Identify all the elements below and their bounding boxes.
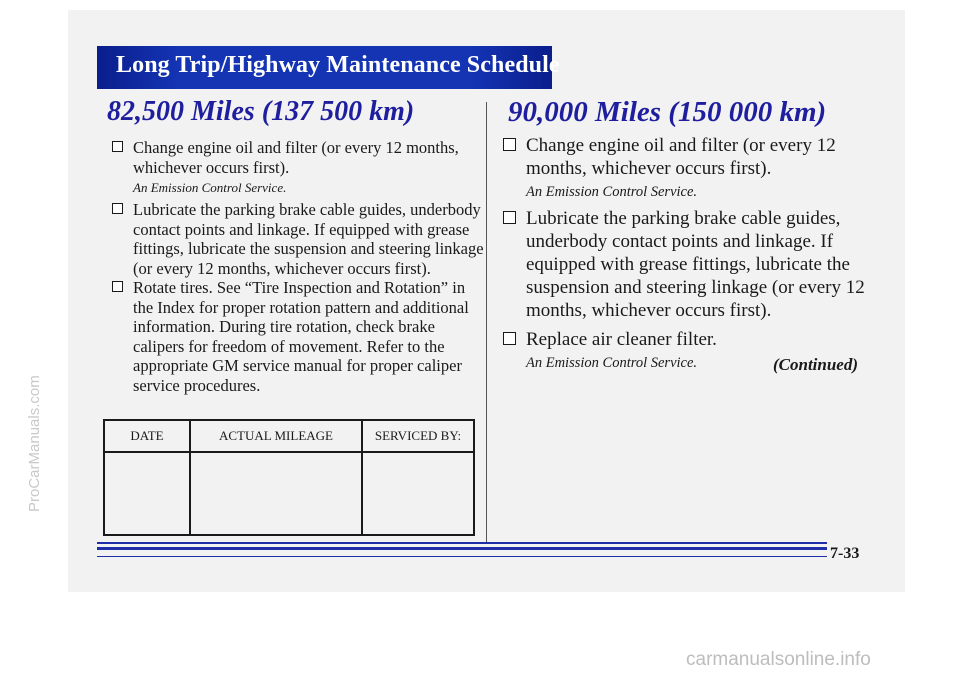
footer-rule [97, 542, 827, 544]
right-interval-heading: 90,000 Miles (150 000 km) [508, 96, 827, 128]
item-text: Change engine oil and filter (or every 12 months, whichever occurs first). [133, 138, 459, 177]
footer-rule [97, 547, 827, 550]
page-title: Long Trip/Highway Maintenance Schedule [116, 52, 560, 78]
item-text: Change engine oil and filter (or every 12 months, whichever occurs first). [526, 135, 836, 179]
date-column-header: DATE [104, 420, 190, 452]
footer-rule [97, 556, 827, 557]
mileage-entry-cell[interactable] [190, 452, 362, 535]
checkbox-icon[interactable] [503, 332, 516, 345]
bottom-watermark: carmanualsonline.info [686, 649, 871, 670]
right-checklist [503, 134, 881, 376]
checkbox-icon[interactable] [112, 203, 123, 214]
emission-note: An Emission Control Service. [526, 184, 698, 200]
checkbox-icon[interactable] [503, 211, 516, 224]
checkbox-icon[interactable] [503, 138, 516, 151]
emission-note: An Emission Control Service. [526, 355, 698, 371]
item-text: Replace air cleaner filter. [526, 329, 717, 350]
emission-note: An Emission Control Service. [133, 180, 287, 195]
item-text: Rotate tires. See “Tire Inspection and Rotation” in the Index for proper rotation pattern and additional information. During tire rotation, check brake calipers for freedom of movement. Refer to the appropriate GM service manual for proper caliper service procedures. [133, 278, 469, 395]
checklist-item [503, 328, 881, 351]
page-number: 7-33 [830, 545, 860, 562]
service-record-table [103, 419, 475, 536]
checklist-item [112, 138, 484, 177]
item-text: Lubricate the parking brake cable guides, underbody contact points and linkage. If equipped with grease fittings, lubricate the suspension and steering linkage (or every 12 months, whichever occurs first). [133, 200, 484, 278]
serviced-by-entry-cell[interactable] [362, 452, 474, 535]
side-watermark: ProCarManuals.com [26, 375, 43, 512]
date-entry-cell[interactable] [104, 452, 190, 535]
checklist-item [112, 278, 484, 395]
left-interval-heading: 82,500 Miles (137 500 km) [107, 96, 415, 127]
item-text: Lubricate the parking brake cable guides, underbody contact points and linkage. If equipped with grease fittings, lubricate the suspension and steering linkage (or every 12 months, whichever occurs first). [526, 208, 865, 321]
serviced-by-column-header: SERVICED BY: [362, 420, 474, 452]
checklist-item [112, 200, 484, 278]
continued-label: (Continued) [773, 355, 859, 374]
mileage-column-header: ACTUAL MILEAGE [190, 420, 362, 452]
column-divider [486, 102, 487, 542]
checkbox-icon[interactable] [112, 141, 123, 152]
checklist-item [503, 207, 881, 322]
checkbox-icon[interactable] [112, 281, 123, 292]
left-checklist [112, 138, 484, 395]
checklist-item [503, 134, 881, 180]
